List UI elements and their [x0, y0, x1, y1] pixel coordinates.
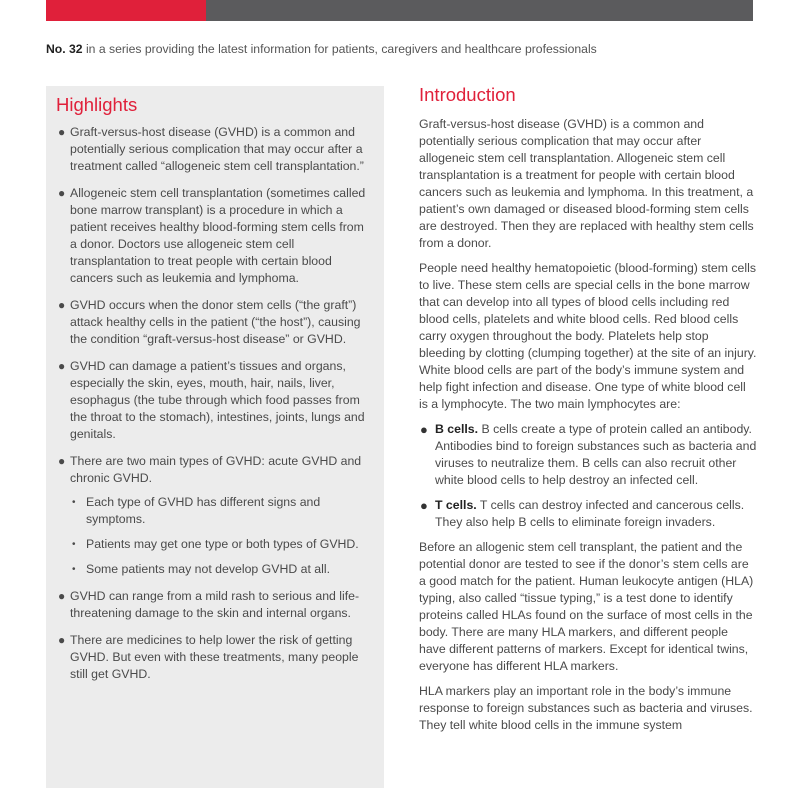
bullet-icon: ●: [58, 454, 66, 468]
highlights-list: [56, 124, 372, 683]
highlight-item: [56, 185, 372, 287]
lymphocyte-label: T cells.: [435, 498, 477, 512]
highlight-text: There are medicines to help lower the risk of getting GVHD. But even with these treatments, many people still get GVHD.: [70, 633, 359, 681]
intro-paragraph: Graft-versus-host disease (GVHD) is a common and potentially serious complication that may occur after allogeneic stem cell transplantation. Allogeneic stem cell transplantation is a treatment for people with certain blood cancers such as leukemia and lymphoma. In this treatment, a patient’s own damaged or diseased blood-forming stem cells are destroyed. Then they are replaced with healthy stem cells from a donor.: [419, 117, 754, 250]
highlight-text: There are two main types of GVHD: acute GVHD and chronic GVHD.: [70, 454, 362, 485]
bullet-icon: ●: [420, 498, 428, 513]
highlight-item: [56, 588, 372, 622]
series-text: in a series providing the latest information for patients, caregivers and healthcare professionals: [82, 42, 597, 56]
bullet-icon: ●: [58, 359, 66, 373]
highlight-item: [56, 632, 372, 683]
intro-paragraph: HLA markers play an important role in the body’s immune response to foreign substances such as bacteria and viruses. They tell white blood cells in the immune system: [419, 684, 753, 732]
highlight-subtext: Each type of GVHD has different signs and symptoms.: [86, 495, 321, 526]
highlight-text: GVHD can range from a mild rash to serious and life-threatening damage to the skin and internal organs.: [70, 589, 360, 620]
intro-paragraph: People need healthy hematopoietic (blood-forming) stem cells to live. These stem cells are special cells in the bone marrow that can develop into all types of blood cells including red blood cells, platelets and white blood cells. Red blood cells carry oxygen throughout the body. Platelets help stop bleeding by clotting (clumping together) at the site of an injury. White blood cells are part of the body’s immune system and help fight infection and disease. One type of white blood cell is a lymphocyte. The two main lymphocytes are:: [419, 261, 757, 411]
bullet-icon: ●: [58, 633, 66, 647]
lymphocyte-list: [419, 421, 757, 531]
sub-bullet-icon: •: [72, 564, 76, 575]
introduction-section: [419, 84, 757, 742]
highlight-subitem: [70, 561, 372, 578]
highlight-subitem: [70, 536, 372, 553]
intro-paragraph: Before an allogenic stem cell transplant, the patient and the potential donor are tested to see if the donor’s stem cells are a good match for the patient. Human leukocyte antigen (HLA) typing, also called “tissue typing,” is a test done to identify proteins called HLAs found on the surface of most cells in the body. There are many HLA markers, and different people have different patterns of markers. Except for identical twins, everyone has different HLA markers.: [419, 540, 754, 673]
highlight-sublist: [70, 494, 372, 578]
highlight-item: [56, 297, 372, 348]
highlight-text: Graft-versus-host disease (GVHD) is a common and potentially serious complication that may occur after a treatment called “allogeneic stem cell transplantation.”: [70, 125, 364, 173]
highlight-item: [56, 124, 372, 175]
highlight-text: GVHD can damage a patient’s tissues and organs, especially the skin, eyes, mouth, hair, nails, liver, esophagus (the tube through which food passes from the throat to the stomach), intestines, joints, lungs and genitals.: [70, 359, 365, 441]
bullet-icon: ●: [58, 125, 66, 139]
lymphocyte-label: B cells.: [435, 422, 479, 436]
highlight-text: Allogeneic stem cell transplantation (sometimes called bone marrow transplant) is a procedure in which a patient receives healthy blood-forming stem cells from a donor. Doctors use allogeneic stem cell transplantation to treat people with certain blood cancers such as leukemia and lymphoma.: [70, 186, 366, 285]
highlight-subtext: Some patients may not develop GVHD at all.: [86, 562, 331, 576]
highlight-text: GVHD occurs when the donor stem cells (“the graft”) attack healthy cells in the patient (“the host”), causing the condition “graft-versus-host disease” or GVHD.: [70, 298, 361, 346]
lymphocyte-item-t-cells: [419, 497, 757, 531]
lymphocyte-item-b-cells: [419, 421, 757, 489]
series-number: No. 32: [46, 42, 83, 56]
introduction-title: Introduction: [419, 84, 516, 105]
highlights-panel: [46, 86, 384, 788]
bullet-icon: ●: [58, 186, 66, 200]
highlight-item: [56, 358, 372, 443]
sub-bullet-icon: •: [72, 497, 76, 508]
series-line: [46, 42, 766, 56]
header-bar-accent: [46, 0, 206, 21]
bullet-icon: ●: [420, 422, 428, 437]
header-bar: [46, 0, 753, 21]
highlight-subitem: [70, 494, 372, 528]
highlights-title: Highlights: [56, 94, 138, 115]
bullet-icon: ●: [58, 589, 66, 603]
lymphocyte-text: T cells can destroy infected and cancerous cells. They also help B cells to eliminate foreign invaders.: [435, 498, 745, 529]
bullet-icon: ●: [58, 298, 66, 312]
sub-bullet-icon: •: [72, 539, 76, 550]
highlight-subtext: Patients may get one type or both types of GVHD.: [86, 537, 359, 551]
lymphocyte-text: B cells create a type of protein called an antibody. Antibodies bind to foreign substances such as bacteria and viruses to neutralize them. B cells can also recruit other white blood cells to help destroy an infected cell.: [435, 422, 757, 487]
highlight-item: [56, 453, 372, 578]
